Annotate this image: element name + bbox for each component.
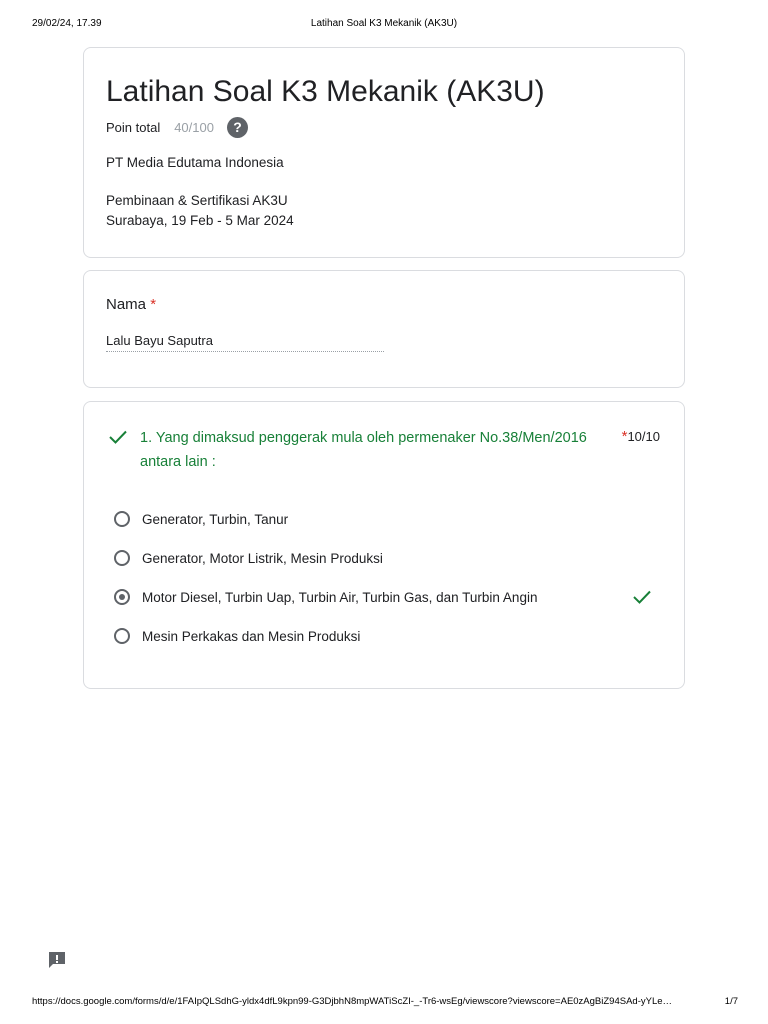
option-label: Mesin Perkakas dan Mesin Produksi bbox=[142, 628, 361, 644]
print-date: 29/02/24, 17.39 bbox=[32, 18, 102, 29]
correct-check-icon bbox=[632, 589, 652, 605]
page-url: https://docs.google.com/forms/d/e/1FAIpQLSdhG-yldx4dfL9kpn99-G3DjbhN8mpWATiScZI-_-Tr6-wsEg/viewscore?viewscore=AE0zAgBiZ94SAd-yYLe… bbox=[32, 996, 673, 1007]
required-mark: * bbox=[621, 428, 628, 445]
name-label-text: Nama bbox=[106, 296, 147, 313]
description-program: Pembinaan & Sertifikasi AK3U bbox=[106, 193, 288, 208]
question-points bbox=[622, 428, 660, 445]
radio-button[interactable] bbox=[114, 511, 130, 527]
radio-button[interactable] bbox=[114, 628, 130, 644]
option-label: Generator, Motor Listrik, Mesin Produksi bbox=[142, 550, 383, 566]
page-number: 1/7 bbox=[724, 996, 738, 1007]
radio-button-selected[interactable] bbox=[114, 589, 130, 605]
description-location-date: Surabaya, 19 Feb - 5 Mar 2024 bbox=[106, 213, 294, 228]
option-label: Generator, Turbin, Tanur bbox=[142, 511, 289, 527]
radio-button[interactable] bbox=[114, 550, 130, 566]
option-2[interactable] bbox=[114, 546, 654, 570]
option-1[interactable] bbox=[114, 507, 654, 531]
report-feedback-icon[interactable] bbox=[47, 950, 67, 970]
print-footer bbox=[32, 996, 738, 1010]
form-title: Latihan Soal K3 Mekanik (AK3U) bbox=[106, 75, 545, 108]
form-header-card bbox=[83, 47, 685, 258]
check-icon bbox=[108, 429, 128, 445]
name-question-label bbox=[106, 296, 156, 313]
score-label: Poin total bbox=[106, 119, 161, 135]
name-answer: Lalu Bayu Saputra bbox=[106, 333, 384, 352]
print-title: Latihan Soal K3 Mekanik (AK3U) bbox=[310, 18, 458, 29]
question-card-1 bbox=[83, 401, 685, 689]
option-4[interactable] bbox=[114, 624, 654, 648]
name-question-card bbox=[83, 270, 685, 388]
score-value: 40/100 bbox=[174, 119, 214, 135]
required-mark: * bbox=[150, 296, 157, 313]
option-3[interactable] bbox=[114, 585, 654, 609]
question-mark-circle-icon[interactable]: ? bbox=[227, 117, 248, 138]
question-text: 1. Yang dimaksud penggerak mula oleh permenaker No.38/Men/2016 antara lain : bbox=[140, 430, 587, 470]
points-value: 10/10 bbox=[627, 429, 660, 444]
form-description bbox=[106, 153, 294, 231]
total-score-row bbox=[106, 116, 248, 138]
description-org: PT Media Edutama Indonesia bbox=[106, 155, 284, 170]
print-header bbox=[32, 18, 736, 32]
option-label: Motor Diesel, Turbin Uap, Turbin Air, Turbin Gas, dan Turbin Angin bbox=[142, 589, 538, 605]
